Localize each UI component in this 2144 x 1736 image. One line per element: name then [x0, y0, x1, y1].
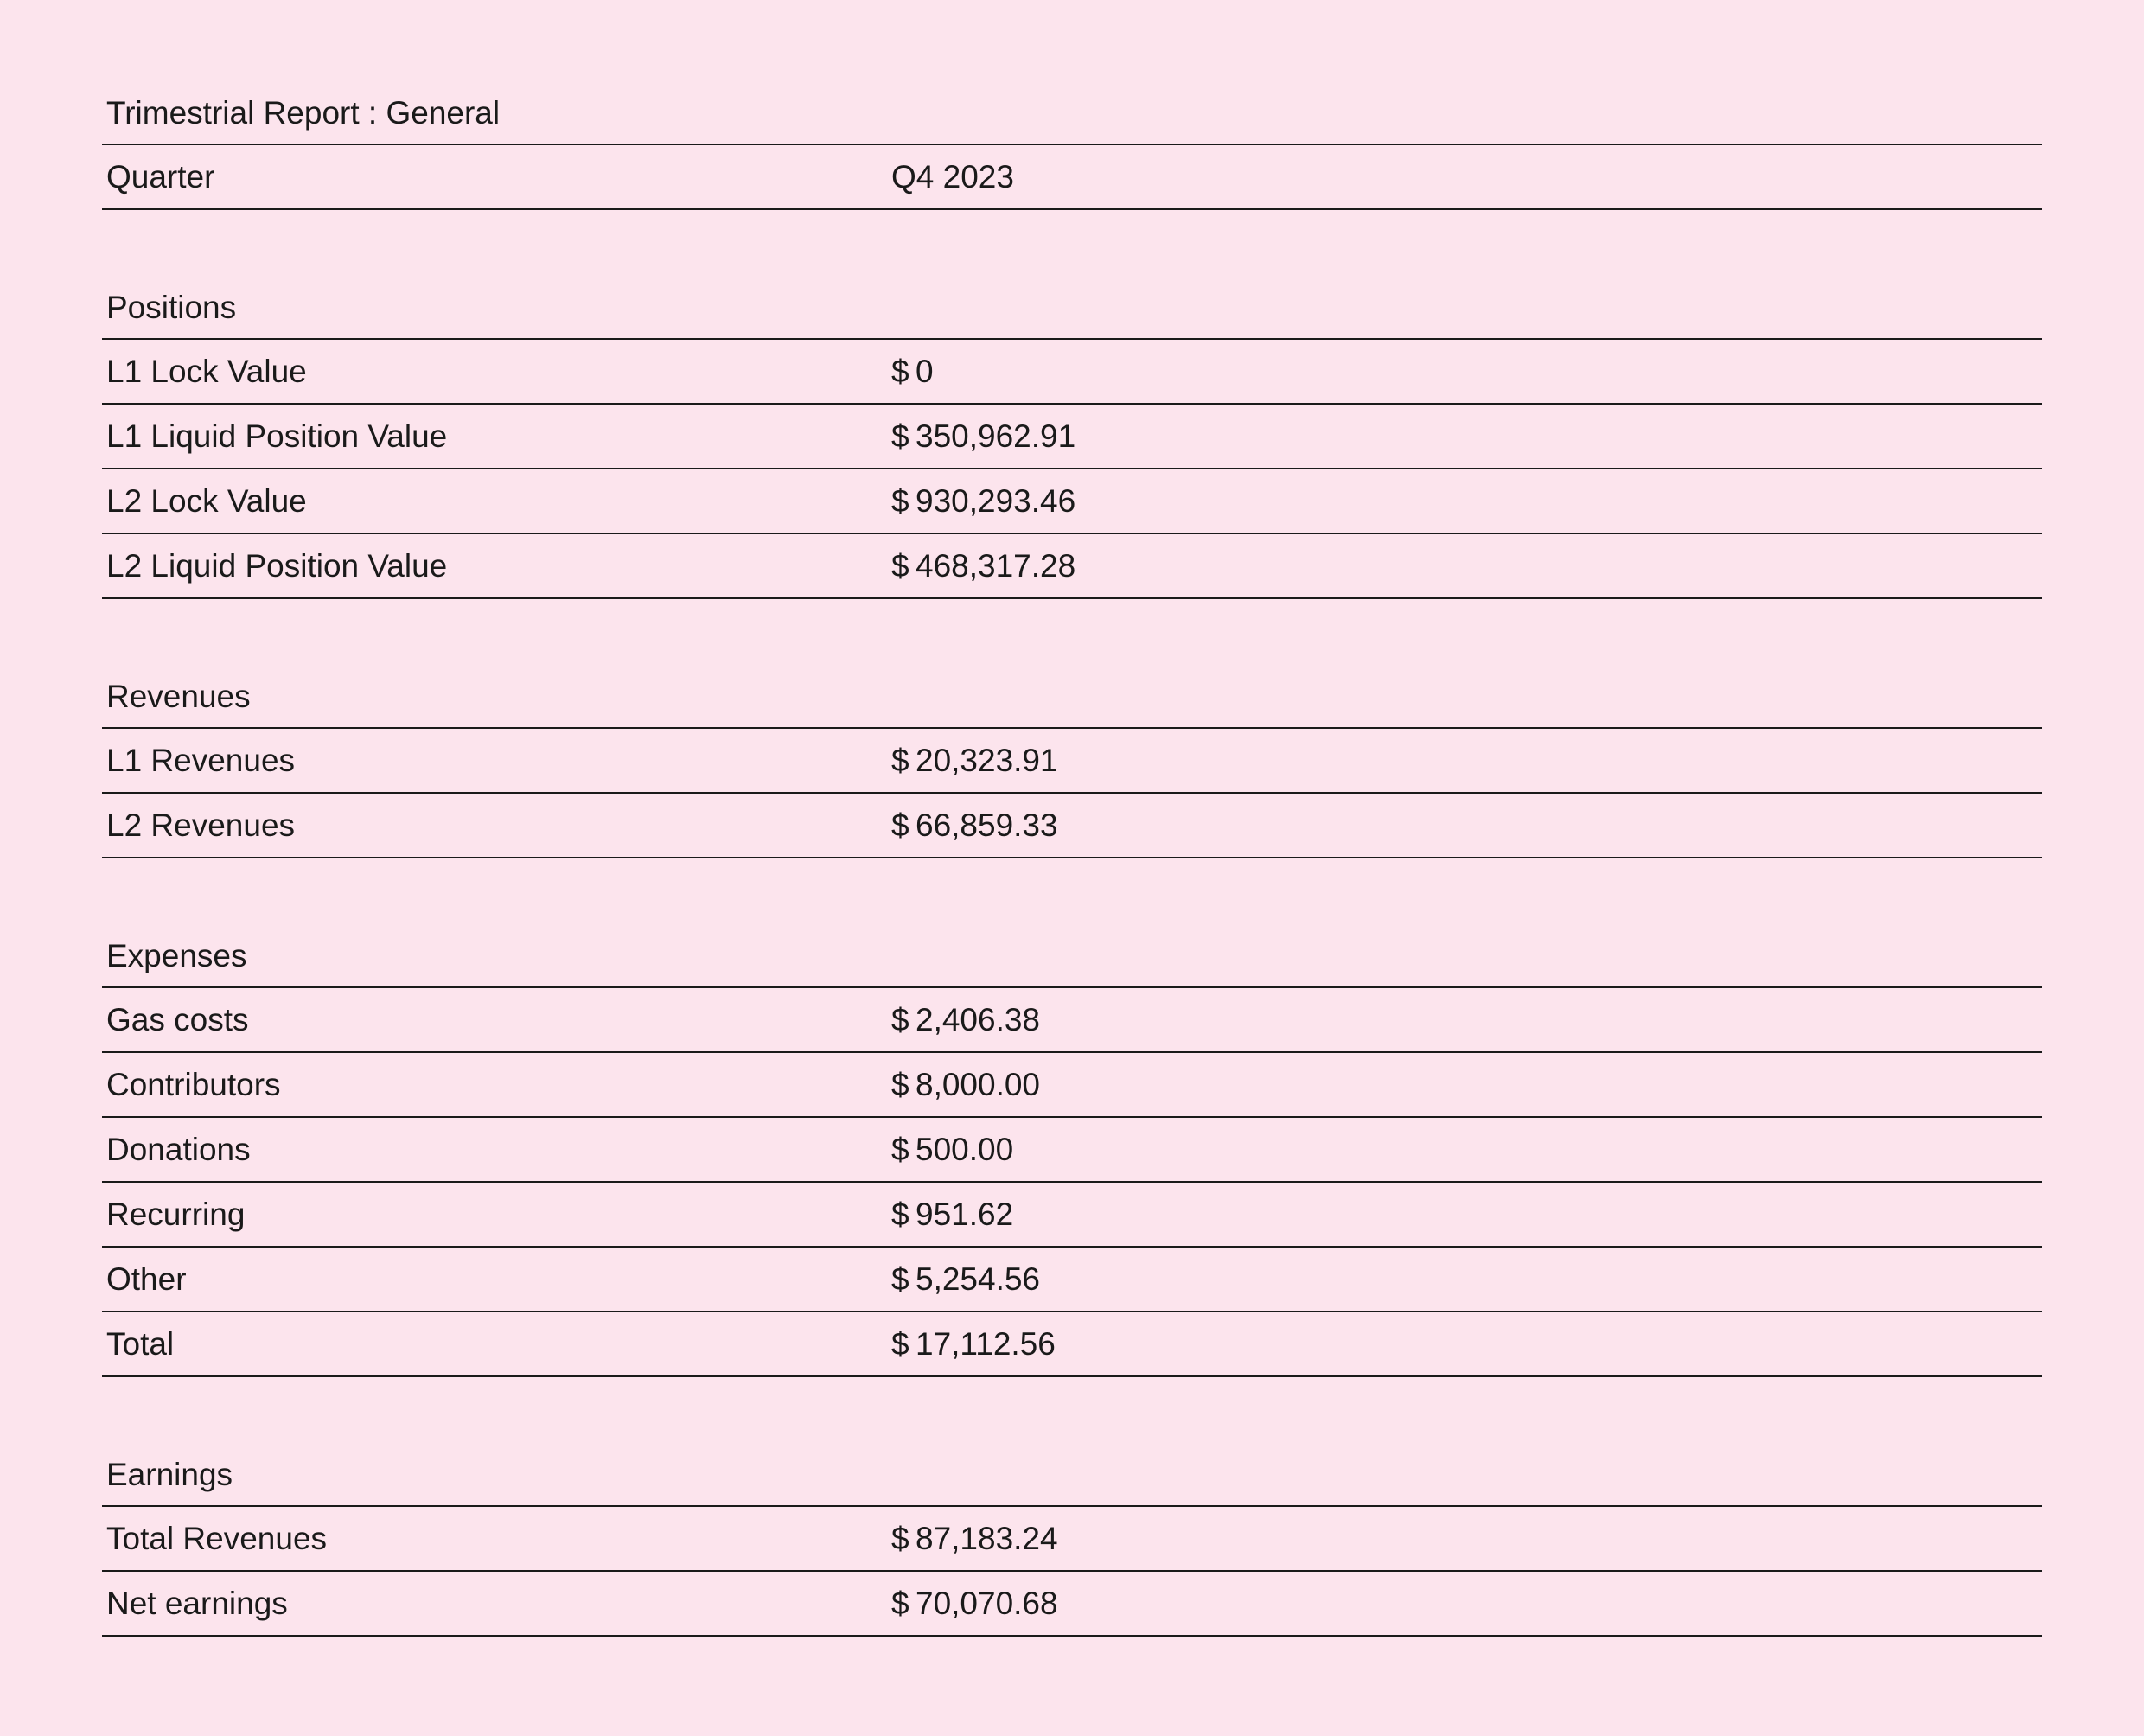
earnings-section	[102, 1443, 2042, 1637]
table-row	[102, 1507, 2042, 1572]
table-row	[102, 988, 2042, 1053]
row-value: $ 5,254.56	[891, 1261, 1041, 1297]
row-value: $ 70,070.68	[891, 1585, 1058, 1621]
report-title: Trimestrial Report : General	[102, 81, 2042, 145]
table-row	[102, 340, 2042, 405]
quarter-label: Quarter	[106, 158, 215, 195]
table-row	[102, 1312, 2042, 1377]
positions-section	[102, 276, 2042, 599]
row-label: Total	[106, 1325, 175, 1362]
row-label: L2 Lock Value	[106, 482, 307, 519]
table-row	[102, 1183, 2042, 1248]
row-value: $ 500.00	[891, 1131, 1014, 1167]
positions-heading: Positions	[102, 276, 2042, 340]
row-label: L1 Revenues	[106, 742, 296, 778]
row-label: Contributors	[106, 1066, 281, 1102]
table-row	[102, 1572, 2042, 1637]
row-value: $ 930,293.46	[891, 482, 1076, 519]
row-value: $ 66,859.33	[891, 807, 1058, 843]
row-label: Recurring	[106, 1196, 246, 1232]
table-row	[102, 1248, 2042, 1312]
row-label: Gas costs	[106, 1001, 249, 1037]
row-value: $ 2,406.38	[891, 1001, 1041, 1037]
row-label: Total Revenues	[106, 1520, 328, 1556]
row-value: $ 87,183.24	[891, 1520, 1058, 1556]
row-label: L1 Lock Value	[106, 353, 307, 389]
row-value: $ 468,317.28	[891, 547, 1076, 584]
row-label: L2 Liquid Position Value	[106, 547, 448, 584]
row-value: $ 350,962.91	[891, 418, 1076, 454]
row-label: Donations	[106, 1131, 251, 1167]
table-row	[102, 1053, 2042, 1118]
row-label: L2 Revenues	[106, 807, 296, 843]
trimestrial-report	[102, 81, 2042, 1637]
revenues-heading: Revenues	[102, 665, 2042, 729]
table-row	[102, 1118, 2042, 1183]
table-row	[102, 794, 2042, 858]
row-value: $ 20,323.91	[891, 742, 1058, 778]
expenses-section	[102, 924, 2042, 1377]
expenses-heading: Expenses	[102, 924, 2042, 988]
revenues-section	[102, 665, 2042, 858]
table-row	[102, 534, 2042, 599]
row-value: $ 0	[891, 353, 934, 389]
row-value: $ 8,000.00	[891, 1066, 1041, 1102]
table-row	[102, 405, 2042, 469]
row-label: L1 Liquid Position Value	[106, 418, 448, 454]
earnings-heading: Earnings	[102, 1443, 2042, 1507]
table-row	[102, 469, 2042, 534]
row-value: $ 17,112.56	[891, 1325, 1056, 1362]
quarter-row	[102, 145, 2042, 210]
row-value: $ 951.62	[891, 1196, 1014, 1232]
quarter-value: Q4 2023	[891, 158, 1014, 195]
row-label: Other	[106, 1261, 187, 1297]
table-row	[102, 729, 2042, 794]
row-label: Net earnings	[106, 1585, 288, 1621]
